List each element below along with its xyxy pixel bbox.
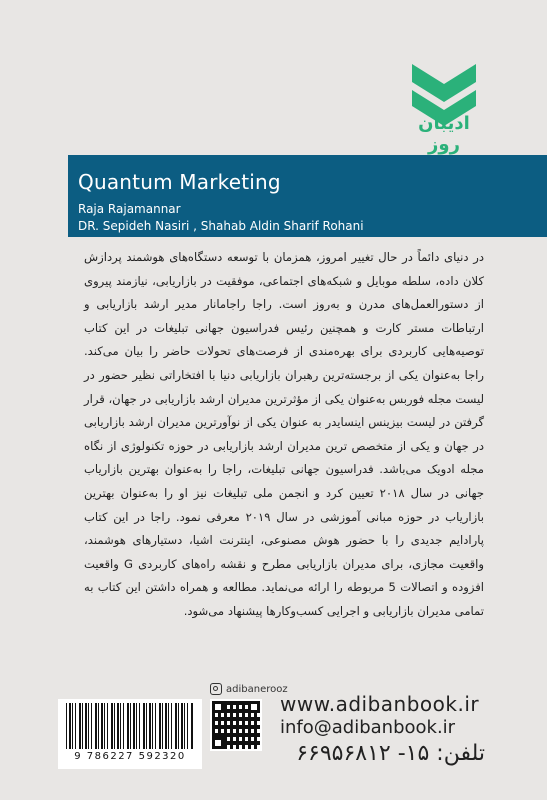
qr-code — [210, 699, 262, 751]
title-banner — [68, 155, 547, 237]
instagram-icon — [210, 683, 222, 695]
description-paragraph: در دنیای دائماً در حال تغییر امروز، همزمان با توسعه دستگاه‌های هوشمند پردازش کلان داده، سلطه موبایل و شبکه‌های اجتماعی، موفقیت در بازاریابی، نیازمند پیروی از دستورالعمل‌های مدرن و به‌روز است. راجا راجامانار مدیر ارشد بازاریابی و ارتباطات مستر کارت و همچنین رئیس فدراسیون جهانی تبلیغات در این کتاب توصیه‌هایی کاربردی برای بهره‌مندی از فرصت‌های تحولات حاضر را بیان می‌کند. راجا به‌عنوان یکی از برجسته‌ترین رهبران بازاریابی دنیا با افتخاراتی نظیر حضور در لیست مجله فوربس به‌عنوان یکی از مؤثرترین مدیران ارشد بازاریابی در جهان، قرار گرفتن در لیست بیزینس اینسایدر به عنوان یکی از نوآورترین مدیران ارشد بازاریابی در جهان و یکی از متخصص ترین مدیران ارشد بازاریابی در حوزه تکنولوژی از نگاه مجله ادویک می‌باشد. فدراسیون جهانی تبلیغات، راجا را به‌عنوان بهترین بازاریاب جهانی در سال ۲۰۱۸ تعیین کرد و انجمن ملی تبلیغات نیز او را به‌عنوان بهترین بازاریاب در حوزه مبانی آموزشی در سال ۲۰۱۹ معرفی نمود. راجا در این کتاب پارادایم جدیدی را با حضور هوش مصنوعی، اینترنت اشیا، دستیارهای هوشمند، واقعیت مجازی، برای مدیران بازاریابی مطرح و نقشه راه‌های کاربردی G واقعیت افزوده و اتصالات 5 مربوطه را ارائه می‌نماید. مطالعه و همراه داشتن این کتاب به تمامی مدیران بازاریابی و اجرایی کسب‌وکارها پیشنهاد می‌شود. — [84, 250, 485, 618]
instagram-handle[interactable] — [210, 683, 288, 695]
barcode-bars — [66, 703, 194, 749]
publisher-name: ادیبان روز — [418, 113, 470, 155]
isbn-number: 9 786227 592320 — [74, 751, 186, 762]
phone-number: تلفن: ۱۵- ۶۶۹۵۶۸۱۲ — [296, 741, 485, 766]
isbn-barcode — [58, 699, 202, 769]
book-translators: DR. Sepideh Nasiri , Shahab Aldin Sharif Rohani — [78, 219, 364, 233]
book-title: Quantum Marketing — [78, 170, 281, 194]
website-link[interactable]: www.adibanbook.ir — [280, 692, 480, 716]
instagram-label: adibanerooz — [226, 683, 288, 695]
book-author: Raja Rajamannar — [78, 202, 181, 216]
book-description — [84, 246, 484, 624]
email-link[interactable]: info@adibanbook.ir — [280, 717, 456, 738]
